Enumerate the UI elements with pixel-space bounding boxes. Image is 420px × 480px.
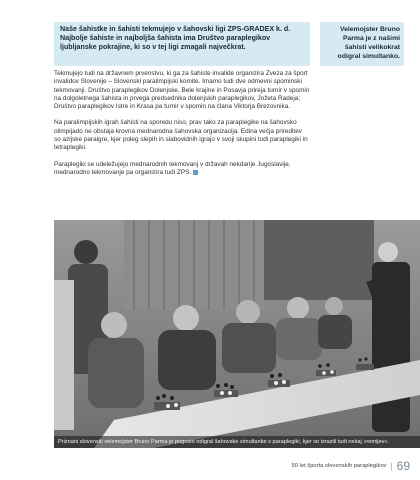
body-paragraph: Tekmujejo tudi na državnem prvenstvu, ki ga za šahiste invalide organizira Zveza za šport invalidov Slovenije – Slovenski paralimpijski komite. Imamo tudi dve odmevni spominski tekmovanji. Društvo paraplegikov Dolenjske, Bele krajine in Posavja prireja turnir v spomin na dolgoletnega šahista in prvega predsednika dolenjskih paraplegikov, Jožeta Radeja; Društvo paraplegikov Istre in Krasa pa turnir v spomin na člana Viktorja Brezovnika. [54,70,310,111]
page-number: 69 [396,459,410,473]
publication-title: 50 let športa slovenskih paraplegikov [291,463,387,469]
footer-separator: | [390,461,393,471]
photo-caption: Priznani slovenski velemojster Bruno Parma je pogosto odigral šahovske simultanke s paraplegiki, kjer so izrazili tudi nekaj »remijev«. [54,436,420,448]
simultaneous-chess-photo [54,220,420,448]
body-paragraph: Na paralimpijskih igrah šahisti na sporedu niso, prav tako za paraplegike na šahovsko olimpijado ne obstaja krovna mednarodna šahovska organizacija. Edina večja prireditev so azijske paraigre, kjer poleg slepih in slabovidnih igrajo v svoji skupini tudi paraplegiki in tetraplegiki. [54,119,308,152]
article-body [54,70,310,185]
photo-illustration [54,220,420,448]
body-paragraph: Paraplegiki se udeležujejo mednarodnih tekmovanj v državah nekdanje Jugoslavije, mednarodno tekmovanje pa organizira tudi ZPS. [54,160,291,176]
article-end-mark-icon [193,170,198,175]
side-quote-text: Velemojster Bruno Parma je z našimi šahisti velikokrat odigral simultanko. [337,26,400,60]
side-quote-box [320,22,404,66]
intro-text: Naše šahistke in šahisti tekmujejo v šahovski ligi ZPS-GRADEX k. d. Najbolje šahiste in najboljša šahista ima Društvo paraplegikov ljubljanske pokrajine, ki so v tej ligi zmagali največkrat. [60,25,291,51]
page-footer [292,459,411,473]
intro-highlight-box [54,22,310,66]
